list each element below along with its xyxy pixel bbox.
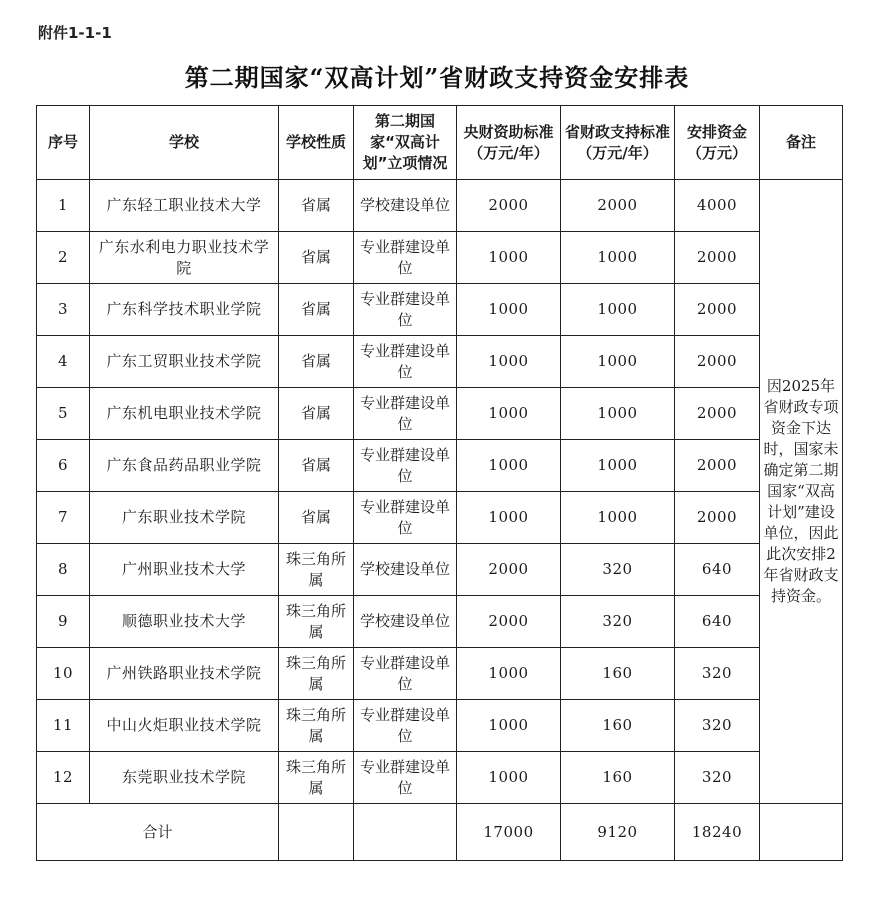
row-funds: 2000 [675, 336, 760, 388]
total-empty-cell [760, 804, 843, 861]
row-provincial: 1000 [561, 440, 675, 492]
row-index: 7 [37, 492, 90, 544]
row-school: 广东机电职业技术学院 [90, 388, 279, 440]
row-type: 省属 [279, 284, 354, 336]
row-funds: 640 [675, 596, 760, 648]
header-row [37, 106, 843, 180]
row-index: 8 [37, 544, 90, 596]
row-type: 珠三角所属 [279, 700, 354, 752]
row-school: 顺德职业技术大学 [90, 596, 279, 648]
total-empty-cell [279, 804, 354, 861]
remark-note: 因2025年省财政专项资金下达时，国家未确定第二期国家“双高计划”建设单位，因此此次安排2年省财政支持资金。 [760, 180, 843, 804]
row-provincial: 1000 [561, 388, 675, 440]
row-school: 东莞职业技术学院 [90, 752, 279, 804]
total-funds: 18240 [675, 804, 760, 861]
header-school: 学校 [90, 106, 279, 180]
row-index: 10 [37, 648, 90, 700]
table-row [37, 388, 843, 440]
row-central: 1000 [457, 336, 561, 388]
table-row [37, 700, 843, 752]
row-project: 专业群建设单位 [354, 648, 457, 700]
row-provincial: 1000 [561, 232, 675, 284]
table-row [37, 440, 843, 492]
header-remark: 备注 [760, 106, 843, 180]
row-type: 珠三角所属 [279, 596, 354, 648]
row-type: 省属 [279, 180, 354, 232]
table-row [37, 180, 843, 232]
row-index: 9 [37, 596, 90, 648]
table-row [37, 492, 843, 544]
row-type: 省属 [279, 492, 354, 544]
total-label: 合计 [37, 804, 279, 861]
header-type: 学校性质 [279, 106, 354, 180]
document-title: 第二期国家“双高计划”省财政支持资金安排表 [184, 63, 690, 92]
row-central: 1000 [457, 388, 561, 440]
row-funds: 2000 [675, 492, 760, 544]
row-provincial: 160 [561, 700, 675, 752]
row-project: 专业群建设单位 [354, 336, 457, 388]
row-funds: 320 [675, 700, 760, 752]
row-provincial: 320 [561, 544, 675, 596]
row-index: 3 [37, 284, 90, 336]
row-index: 4 [37, 336, 90, 388]
total-empty-cell [354, 804, 457, 861]
row-index: 11 [37, 700, 90, 752]
row-project: 学校建设单位 [354, 180, 457, 232]
row-index: 2 [37, 232, 90, 284]
row-school: 广东轻工职业技术大学 [90, 180, 279, 232]
table-row [37, 336, 843, 388]
header-central: 央财资助标准（万元/年） [457, 106, 561, 180]
row-type: 省属 [279, 232, 354, 284]
row-index: 5 [37, 388, 90, 440]
row-project: 专业群建设单位 [354, 440, 457, 492]
table-row [37, 648, 843, 700]
row-project: 专业群建设单位 [354, 700, 457, 752]
row-index: 1 [37, 180, 90, 232]
row-central: 2000 [457, 180, 561, 232]
row-central: 1000 [457, 752, 561, 804]
row-provincial: 160 [561, 752, 675, 804]
row-school: 中山火炬职业技术学院 [90, 700, 279, 752]
row-central: 1000 [457, 284, 561, 336]
row-funds: 2000 [675, 388, 760, 440]
row-project: 专业群建设单位 [354, 492, 457, 544]
table-row [37, 752, 843, 804]
table-row [37, 544, 843, 596]
row-funds: 2000 [675, 232, 760, 284]
row-project: 专业群建设单位 [354, 284, 457, 336]
row-provincial: 1000 [561, 284, 675, 336]
row-index: 6 [37, 440, 90, 492]
row-school: 广东水利电力职业技术学院 [90, 232, 279, 284]
row-type: 珠三角所属 [279, 544, 354, 596]
row-provincial: 1000 [561, 492, 675, 544]
row-provincial: 2000 [561, 180, 675, 232]
row-project: 专业群建设单位 [354, 752, 457, 804]
row-type: 珠三角所属 [279, 648, 354, 700]
row-central: 1000 [457, 232, 561, 284]
total-row [37, 804, 843, 861]
row-funds: 4000 [675, 180, 760, 232]
row-index: 12 [37, 752, 90, 804]
row-school: 广州铁路职业技术学院 [90, 648, 279, 700]
row-funds: 2000 [675, 284, 760, 336]
table-row [37, 596, 843, 648]
row-project: 专业群建设单位 [354, 232, 457, 284]
row-central: 2000 [457, 544, 561, 596]
header-index: 序号 [37, 106, 90, 180]
row-school: 广东食品药品职业学院 [90, 440, 279, 492]
row-funds: 320 [675, 752, 760, 804]
header-project: 第二期国家“双高计划”立项情况 [354, 106, 457, 180]
total-provincial: 9120 [561, 804, 675, 861]
funding-table [36, 105, 843, 861]
row-school: 广东科学技术职业学院 [90, 284, 279, 336]
row-central: 1000 [457, 648, 561, 700]
row-central: 1000 [457, 700, 561, 752]
row-provincial: 320 [561, 596, 675, 648]
table-row [37, 284, 843, 336]
row-central: 1000 [457, 440, 561, 492]
row-school: 广州职业技术大学 [90, 544, 279, 596]
row-type: 省属 [279, 336, 354, 388]
row-central: 1000 [457, 492, 561, 544]
table-row [37, 232, 843, 284]
row-project: 专业群建设单位 [354, 388, 457, 440]
attachment-label: 附件1-1-1 [38, 24, 112, 42]
row-type: 珠三角所属 [279, 752, 354, 804]
row-school: 广东职业技术学院 [90, 492, 279, 544]
row-provincial: 1000 [561, 336, 675, 388]
row-funds: 2000 [675, 440, 760, 492]
row-project: 学校建设单位 [354, 596, 457, 648]
row-funds: 640 [675, 544, 760, 596]
header-provincial: 省财政支持标准（万元/年） [561, 106, 675, 180]
row-central: 2000 [457, 596, 561, 648]
row-funds: 320 [675, 648, 760, 700]
header-funds: 安排资金（万元） [675, 106, 760, 180]
row-provincial: 160 [561, 648, 675, 700]
row-project: 学校建设单位 [354, 544, 457, 596]
total-central: 17000 [457, 804, 561, 861]
row-type: 省属 [279, 388, 354, 440]
row-type: 省属 [279, 440, 354, 492]
row-school: 广东工贸职业技术学院 [90, 336, 279, 388]
